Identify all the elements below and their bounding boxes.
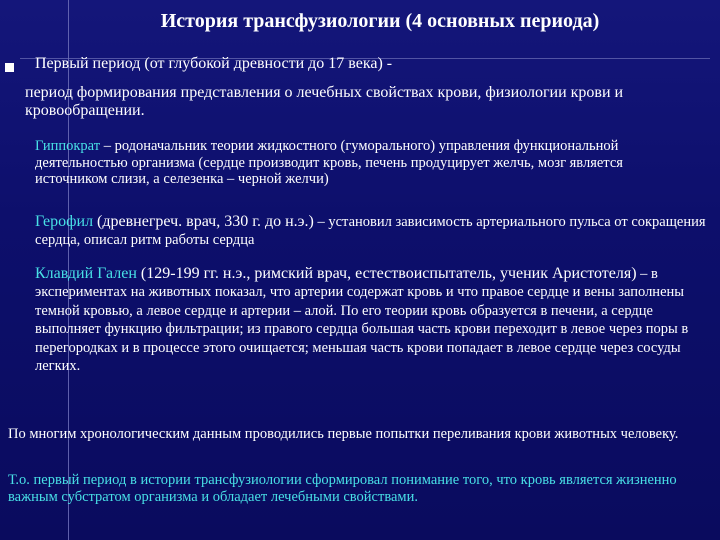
chronology-paragraph: По многим хронологическим данным проводились первые попытки переливания крови животных человеку. — [8, 426, 679, 442]
square-bullet-icon — [5, 63, 14, 72]
herophilus-text: – установил зависимость артериального пульса от сокращения сердца, описал ритм работы сердца — [35, 214, 706, 249]
galen-text: – в экспериментах на животных показал, что артерии содержат кровь и что правое сердце и вены заполнены темной кровью, а левое сердце и артерии – алой. По его теории кровь образуется в печени, а сердце выполняет функцию фильтрации; из правого сердца большая часть крови переходит в левое через поры в перегородках и в процессе этого очищается; меньшая часть крови попадает в левое сердце через сосуды легких. — [35, 266, 689, 374]
galen-dates: (129-199 гг. н.э., римский врач, естествоиспытатель, ученик Аристотеля) — [136, 265, 637, 282]
herophilus-name: Герофил — [35, 213, 94, 230]
summary-paragraph: Т.о. первый период в истории трансфузиологии сформировал понимание того, что кровь является жизненно важным субстратом организма и обладает лечебными свойствами. — [8, 472, 677, 505]
hippocrates-text: – родоначальник теории жидкостного (гуморального) управления функциональной деятельностью организма (сердце производит кровь, печень продуцирует желчь, мозг является источником слизи, а селезенка – черной желчи) — [35, 138, 623, 188]
galen-name: Клавдий Гален — [35, 265, 137, 282]
hippocrates-paragraph — [35, 138, 675, 188]
slide-title: История трансфузиологии (4 основных периода) — [160, 10, 600, 32]
first-period-description: период формирования представления о лечебных свойствах крови, физиологии крови и кровообращении. — [25, 84, 624, 120]
hippocrates-name: Гиппократ — [35, 138, 101, 154]
herophilus-dates: (древнегреч. врач, 330 г. до н.э.) — [93, 213, 314, 230]
herophilus-paragraph — [35, 213, 715, 250]
first-period-heading: Первый период (от глубокой древности до 17 века) - — [35, 55, 393, 72]
galen-paragraph — [35, 265, 715, 375]
